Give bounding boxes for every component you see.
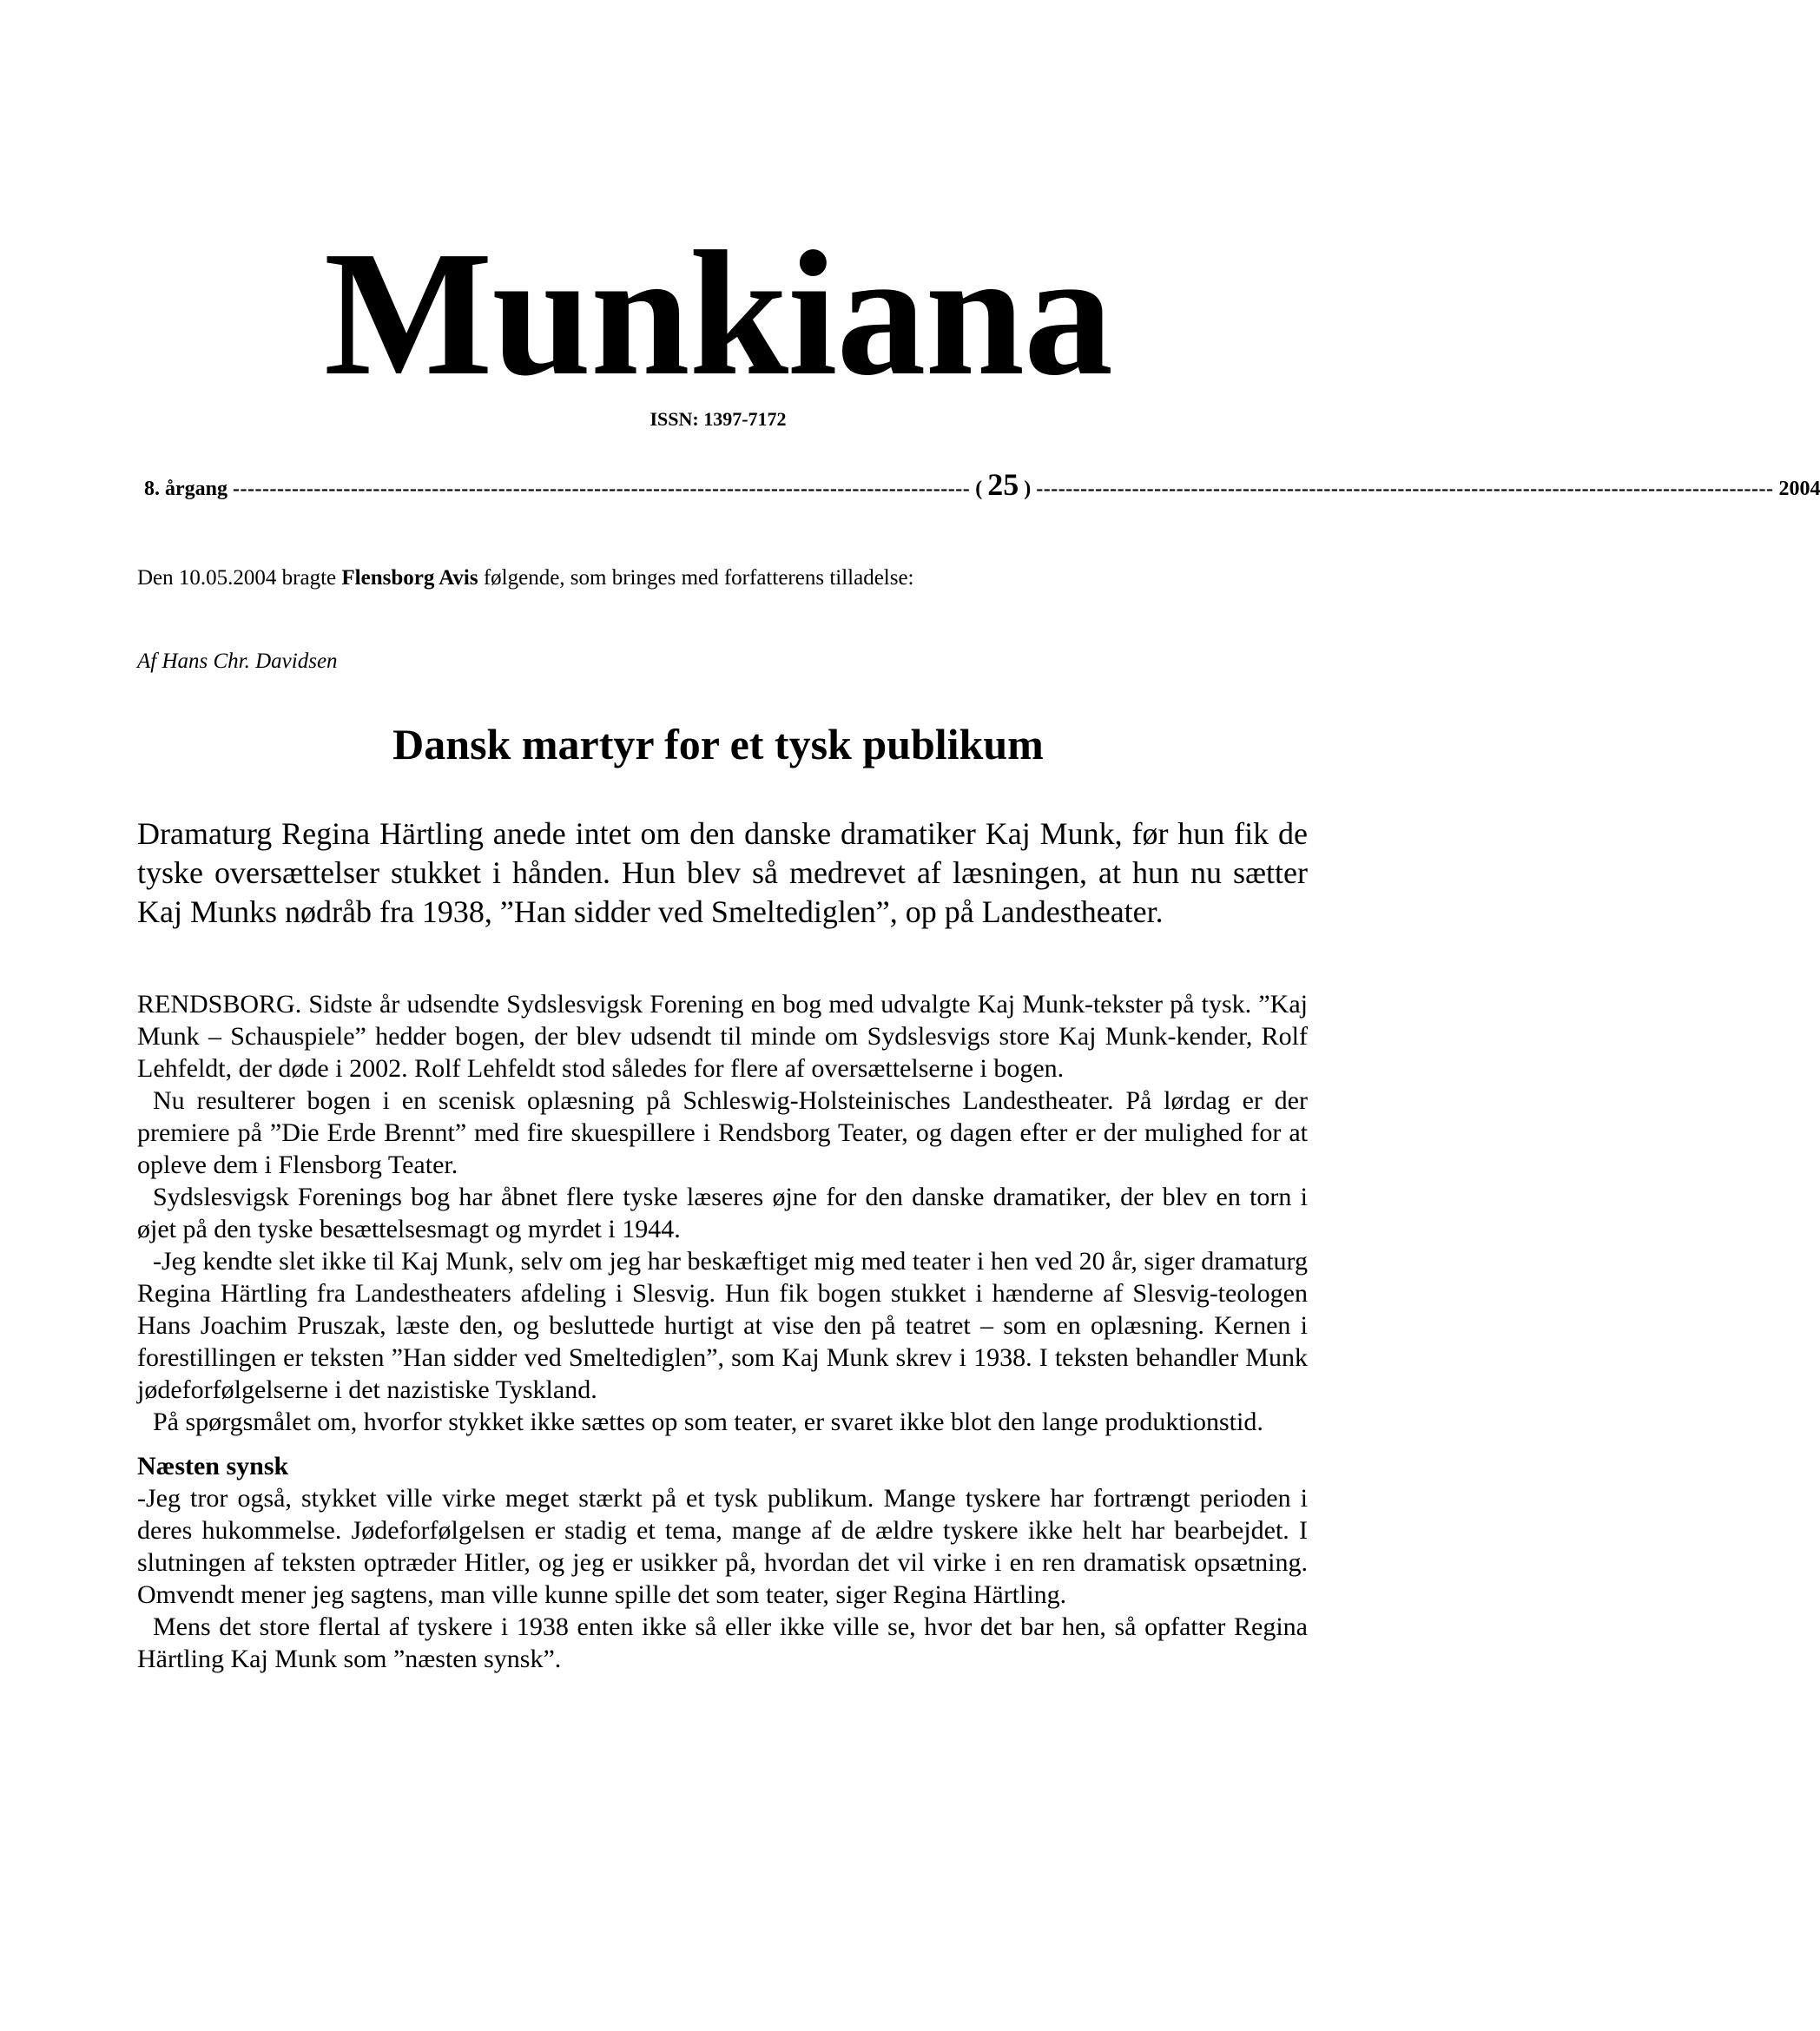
dash-rule-left: ---------------------------------------------------------------------------------------------------- <box>233 478 971 500</box>
newspaper-name: Flensborg Avis <box>341 566 478 590</box>
body-paragraph: På spørgsmålet om, hvorfor stykket ikke sættes op som teater, er svaret ikke blot den lange produktionstid. <box>153 1408 1263 1436</box>
issue-line <box>144 466 1820 503</box>
masthead-title: Munkiana <box>324 214 1112 412</box>
body-paragraph: RENDSBORG. Sidste år udsendte Sydslesvigsk Forening en bog med udvalgte Kaj Munk-tekster på tysk. ”Kaj Munk – Schauspiele” hedder bogen, der blev udsendt til minde om Sydslesvigs store Kaj Munk-kender, Rolf Lehfeldt, der døde i 2002. Rolf Lehfeldt stod således for flere af oversættelserne i bogen. <box>137 990 1308 1083</box>
subheading: Næsten synsk <box>137 1452 289 1480</box>
body-paragraph: -Jeg tror også, stykket ville virke meget stærkt på et tysk publikum. Mange tyskere har fortrængt perioden i deres hukommelse. Jødeforfølgelsen er stadig et tema, mange af de ældre tyskere ikke helt har bearbejdet. I slutningen af teksten optræder Hitler, og jeg er usikker på, hvordan det vil virke i en ren dramatisk opsætning. Omvendt mener jeg sagtens, man ville kunne spille det som teater, siger Regina Härtling. <box>137 1484 1308 1609</box>
intro-before: Den 10.05.2004 bragte <box>137 566 342 590</box>
article-body <box>137 988 1308 1675</box>
issue-open-paren: ( <box>975 478 983 500</box>
intro-line <box>137 566 914 590</box>
body-paragraph: -Jeg kendte slet ikke til Kaj Munk, selv om jeg har beskæftiget mig med teater i hen ved 20 år, siger dramaturg Regina Härtling fra Landestheaters afdeling i Slesvig. Hun fik bogen stukket i hænderne af Slesvig-teologen Hans Joachim Pruszak, læste den, og besluttede hurtigt at vise den på teatret – som en oplæsning. Kernen i forestillingen er teksten ”Han sidder ved Smeltediglen”, som Kaj Munk skrev i 1938. I teksten behandler Munk jødeforfølgelserne i det nazistiske Tyskland. <box>137 1247 1308 1404</box>
article-headline: Dansk martyr for et tysk publikum <box>392 720 1044 768</box>
intro-after: følgende, som bringes med forfatterens tilladelse: <box>478 566 914 590</box>
dash-rule-right: ---------------------------------------------------------------------------------------------------- <box>1036 478 1774 500</box>
byline: Af Hans Chr. Davidsen <box>137 650 338 673</box>
volume: 8. årgang <box>144 478 228 500</box>
body-paragraph: Nu resulterer bogen i en scenisk oplæsning på Schleswig-Holsteinisches Landestheater. På lørdag er der premiere på ”Die Erde Brennt” med fire skuespillere i Rendsborg Teater, og dagen efter er der mulighed for at opleve dem i Flensborg Teater. <box>137 1086 1308 1179</box>
body-paragraph: Sydslesvigsk Forenings bog har åbnet flere tyske læseres øjne for den danske dramatiker, der blev en torn i øjet på den tyske besættelsesmagt og myrdet i 1944. <box>137 1183 1308 1243</box>
lead-paragraph: Dramaturg Regina Härtling anede intet om den danske dramatiker Kaj Munk, før hun fik de tyske oversættelser stukket i hånden. Hun blev så medrevet af læsningen, at hun nu sætter Kaj Munks nødråb fra 1938, ”Han sidder ved Smeltediglen”, op på Landestheater. <box>137 816 1308 929</box>
year: 2004 <box>1778 478 1820 500</box>
issn: ISSN: 1397-7172 <box>650 408 787 430</box>
issue-close-paren: ) <box>1024 478 1032 500</box>
issue-number: 25 <box>987 467 1019 502</box>
body-paragraph: Mens det store flertal af tyskere i 1938 enten ikke så eller ikke ville se, hvor det bar hen, så opfatter Regina Härtling Kaj Munk som ”næsten synsk”. <box>137 1612 1308 1673</box>
